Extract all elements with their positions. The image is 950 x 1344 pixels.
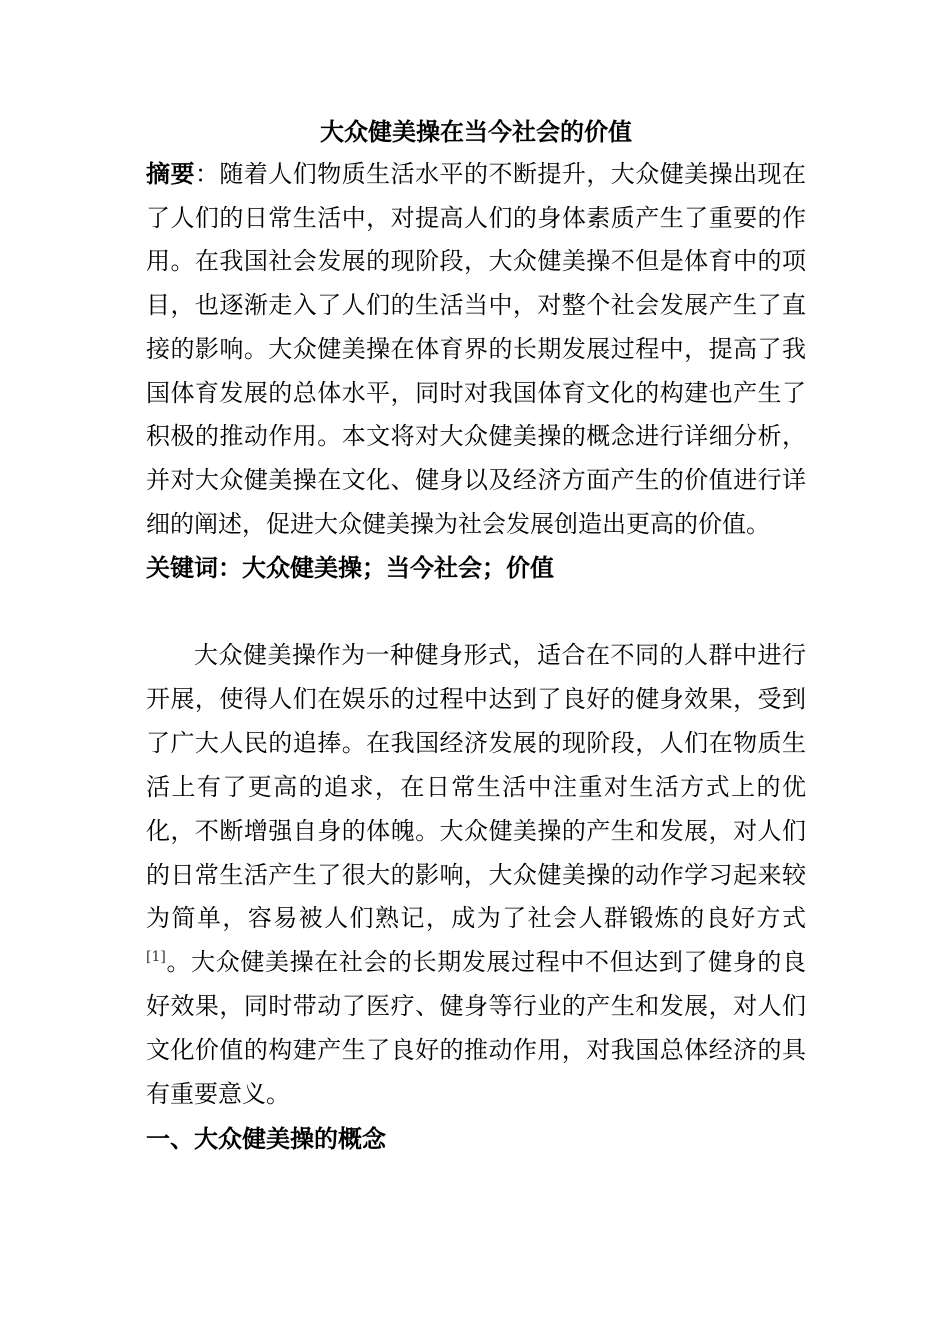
intro-paragraph — [146, 634, 806, 1117]
section-heading: 一、大众健美操的概念 — [146, 1124, 386, 1153]
citation-marker: [1] — [146, 949, 166, 966]
abstract-label: 摘要 — [146, 159, 195, 188]
blank-line — [146, 590, 806, 634]
keywords-line: 关键词：大众健美操；当今社会；价值 — [146, 553, 554, 583]
intro-text-part2: 。大众健美操在社会的长期发展过程中不但达到了健身的良好效果，同时带动了医疗、健身等行业的产生和发展，对人们文化价值的构建产生了良好的推动作用，对我国总体经济的具有重要意义。 — [146, 948, 806, 1109]
abstract-label-colon: ： — [194, 160, 220, 188]
abstract-text: 随着人们物质生活水平的不断提升，大众健美操出现在了人们的日常生活中，对提高人们的身体素质产生了重要的作用。在我国社会发展的现阶段，大众健美操不但是体育中的项目，也逐渐走入了人们的生活当中，对整个社会发展产生了直接的影响。大众健美操在体育界的长期发展过程中，提高了我国体育发展的总体水平，同时对我国体育文化的构建也产生了积极的推动作用。本文将对大众健美操的概念进行详细分析，并对大众健美操在文化、健身以及经济方面产生的价值进行详细的阐述，促进大众健美操为社会发展创造出更高的价值。 — [146, 160, 807, 538]
document-body — [146, 112, 806, 1161]
abstract-paragraph — [146, 152, 806, 546]
intro-text-part1: 大众健美操作为一种健身形式，适合在不同的人群中进行开展，使得人们在娱乐的过程中达到了良好的健身效果，受到了广大人民的追捧。在我国经济发展的现阶段，人们在物质生活上有了更高的追求，在日常生活中注重对生活方式上的优化，不断增强自身的体魄。大众健美操的产生和发展，对人们的日常生活产生了很大的影响，大众健美操的动作学习起来较为简单，容易被人们熟记，成为了社会人群锻炼的良好方式 — [146, 641, 806, 933]
document-title: 大众健美操在当今社会的价值 — [320, 117, 632, 146]
